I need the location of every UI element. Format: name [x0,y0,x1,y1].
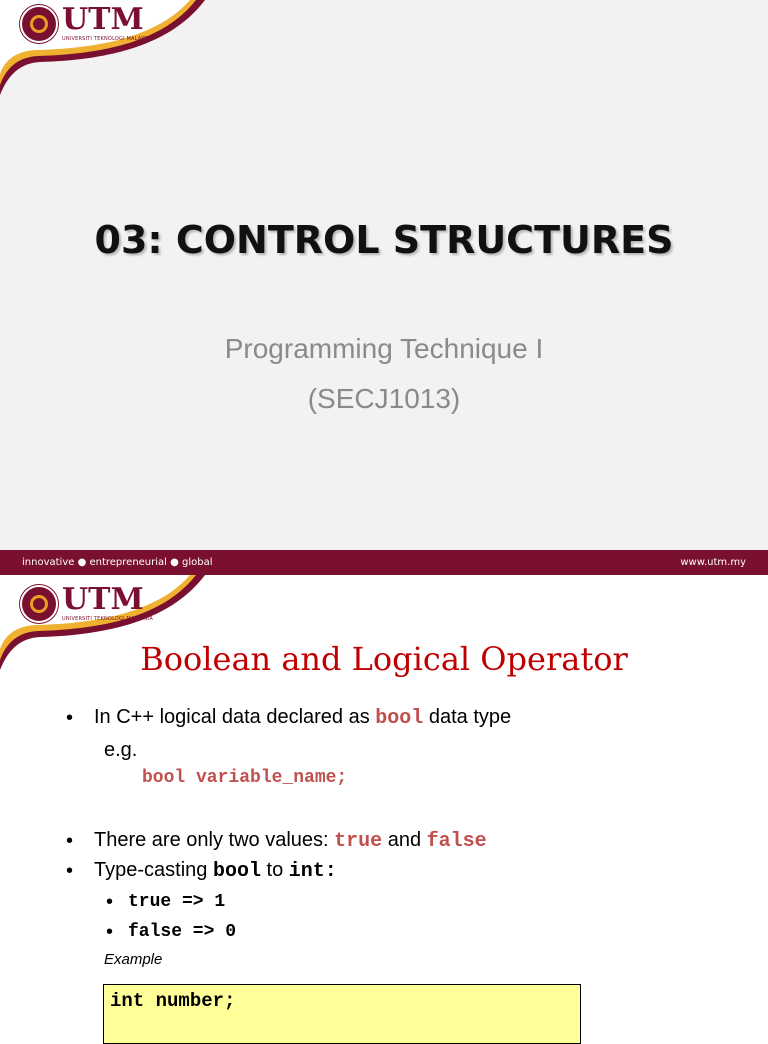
bullet-values [94,829,487,853]
logo-subtitle: UNIVERSITI TEKNOLOGI MALAYSIA [62,616,153,622]
text: data type [423,706,512,728]
bullet-dot: • [66,707,74,729]
bullet-dot: • [66,860,74,882]
code-line [110,1013,574,1037]
text: Type-casting [94,859,213,881]
sub-bullet-dot: • [106,891,114,913]
bullet-dot: • [66,830,74,852]
example-label: Example [104,951,163,968]
utm-logo [20,582,153,623]
eg-code: bool variable_name; [142,768,348,788]
footer-url: www.utm.my [680,557,746,568]
text: and [382,829,427,851]
utm-seal-icon [20,585,58,623]
logo-subtitle: UNIVERSITI TEKNOLOGI MALAYSIA [62,36,153,42]
text: : [324,860,337,883]
code-false: false [426,830,487,853]
text: to [260,859,289,881]
sub-bullet-dot: • [106,921,114,943]
utm-seal-icon [20,5,58,43]
code-int: int [288,860,325,883]
slide-heading: Boolean and Logical Operator [140,640,628,678]
utm-logo [20,2,153,43]
bullet-bool-type [94,706,511,730]
code-example-box [103,984,581,1044]
course-code: (SECJ1013) [307,383,461,414]
footer-tagline: innovative ● entrepreneurial ● global [22,557,213,568]
logo-word: UTM [62,582,144,617]
footer-bar [0,550,768,575]
code-bool: bool [212,860,261,883]
code-bool: bool [375,707,424,730]
text: In C++ logical data declared as [94,706,376,728]
slide-title-text: 03: CONTROL STRUCTURES [94,218,674,262]
code-true: true [334,830,383,853]
eg-label: e.g. [104,739,138,761]
logo-word: UTM [62,2,144,37]
course-name: Programming Technique I [224,333,544,364]
bullet-typecast [94,859,337,883]
text: There are only two values: [94,829,335,851]
cast-false: false => 0 [128,922,237,942]
cast-true: true => 1 [128,892,226,912]
code-line: int number; [110,990,236,1012]
